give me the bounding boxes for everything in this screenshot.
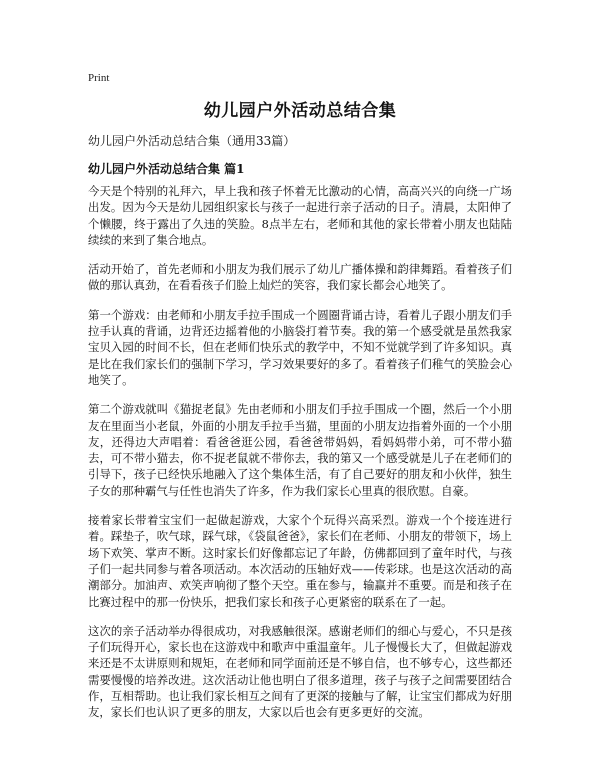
paragraph: 这次的亲子活动举办得很成功，对我感触很深。感谢老师们的细心与爱心，不只是孩子们玩得开心，家长也在这游戏中和歌声中重温童年。儿子慢慢长大了，但做起游戏来还是不太讲原则和规矩，在老师和同学面前还是不够自信，也不够专心，这些都还需要慢慢的培养改进。这次活动让他也明白了很多道理，孩子与孩子之间需要团结合作，互相帮助。也让我们家长相互之间有了更深的接触与了解，让宝宝们都成为好朋友，家长们也认识了更多的朋友，大家以后也会有更多更好的交流。 — [88, 623, 512, 720]
article-body — [88, 183, 512, 734]
print-link[interactable]: Print — [88, 72, 110, 84]
document-subtitle: 幼儿园户外活动总结合集（通用33篇） — [88, 134, 296, 148]
paragraph: 接着家长带着宝宝们一起做起游戏，大家个个玩得兴高采烈。游戏一个个接连进行着。踩垫子，吹气球，踩气球，《袋鼠爸爸》，家长们在老师、小朋友的带领下，场上场下欢笑、掌声不断。这时家长们好像都忘记了年龄，仿佛都回到了童年时代，与孩子们一起共同参与着各项活动。本次活动的压轴好戏——传彩球。也是这次活动的高潮部分。加油声、欢笑声响彻了整个天空。重在参与，输赢并不重要。而是和孩子在比赛过程中的那一份快乐，把我们家长和孩子心更紧密的联系在了一起。 — [88, 513, 512, 609]
paragraph: 第二个游戏就叫《猫捉老鼠》先由老师和小朋友们手拉手围成一个圈，然后一个小朋友在里面当小老鼠，外面的小朋友手拉手当猫，里面的小朋友边指着外面的一个小朋友，还得边大声唱着：看爸爸逛公园，看爸爸带妈妈，看妈妈带小弟，可不带小猫去，可不带小猫去，你不捉老鼠就不带你去，我的第又一个感受就是儿子在老师们的引导下，孩子已经快乐地融入了这个集体生活，有了自己要好的朋友和小伙伴，独生子女的那种霸气与任性也消失了许多，作为我们家长心里真的很欣慰。自豪。 — [88, 402, 512, 498]
paragraph: 第一个游戏：由老师和小朋友手拉手围成一个圆圈背诵古诗，看着儿子跟小朋友们手拉手认真的背诵，边背还边摇着他的小脑袋打着节奏。我的第一个感受就是虽然我家宝贝入园的时间不长，但在老师们快乐式的教学中，不知不觉就学到了许多知识。真是比在我们家长们的强制下学习，学习效果要好的多了。看着孩子们稚气的笑脸会心地笑了。 — [88, 307, 512, 387]
section-heading: 幼儿园户外活动总结合集 篇1 — [88, 162, 245, 176]
paragraph: 活动开始了，首先老师和小朋友为我们展示了幼儿广播体操和韵律舞蹈。看着孩子们做的那认真劲，在看看孩子们脸上灿烂的笑容，我们家长都会心地笑了。 — [88, 262, 512, 293]
page-title: 幼儿园户外活动总结合集 — [203, 101, 397, 121]
paragraph: 今天是个特别的礼拜六，早上我和孩子怀着无比激动的心情，高高兴兴的向绕一广场出发。因为今天是幼儿园组织家长与孩子一起进行亲子活动的日子。清晨，太阳伸了个懒腰，终于露出了久违的笑脸。8点半左右，老师和其他的家长带着小朋友也陆陆续续的来到了集合地点。 — [88, 184, 512, 247]
